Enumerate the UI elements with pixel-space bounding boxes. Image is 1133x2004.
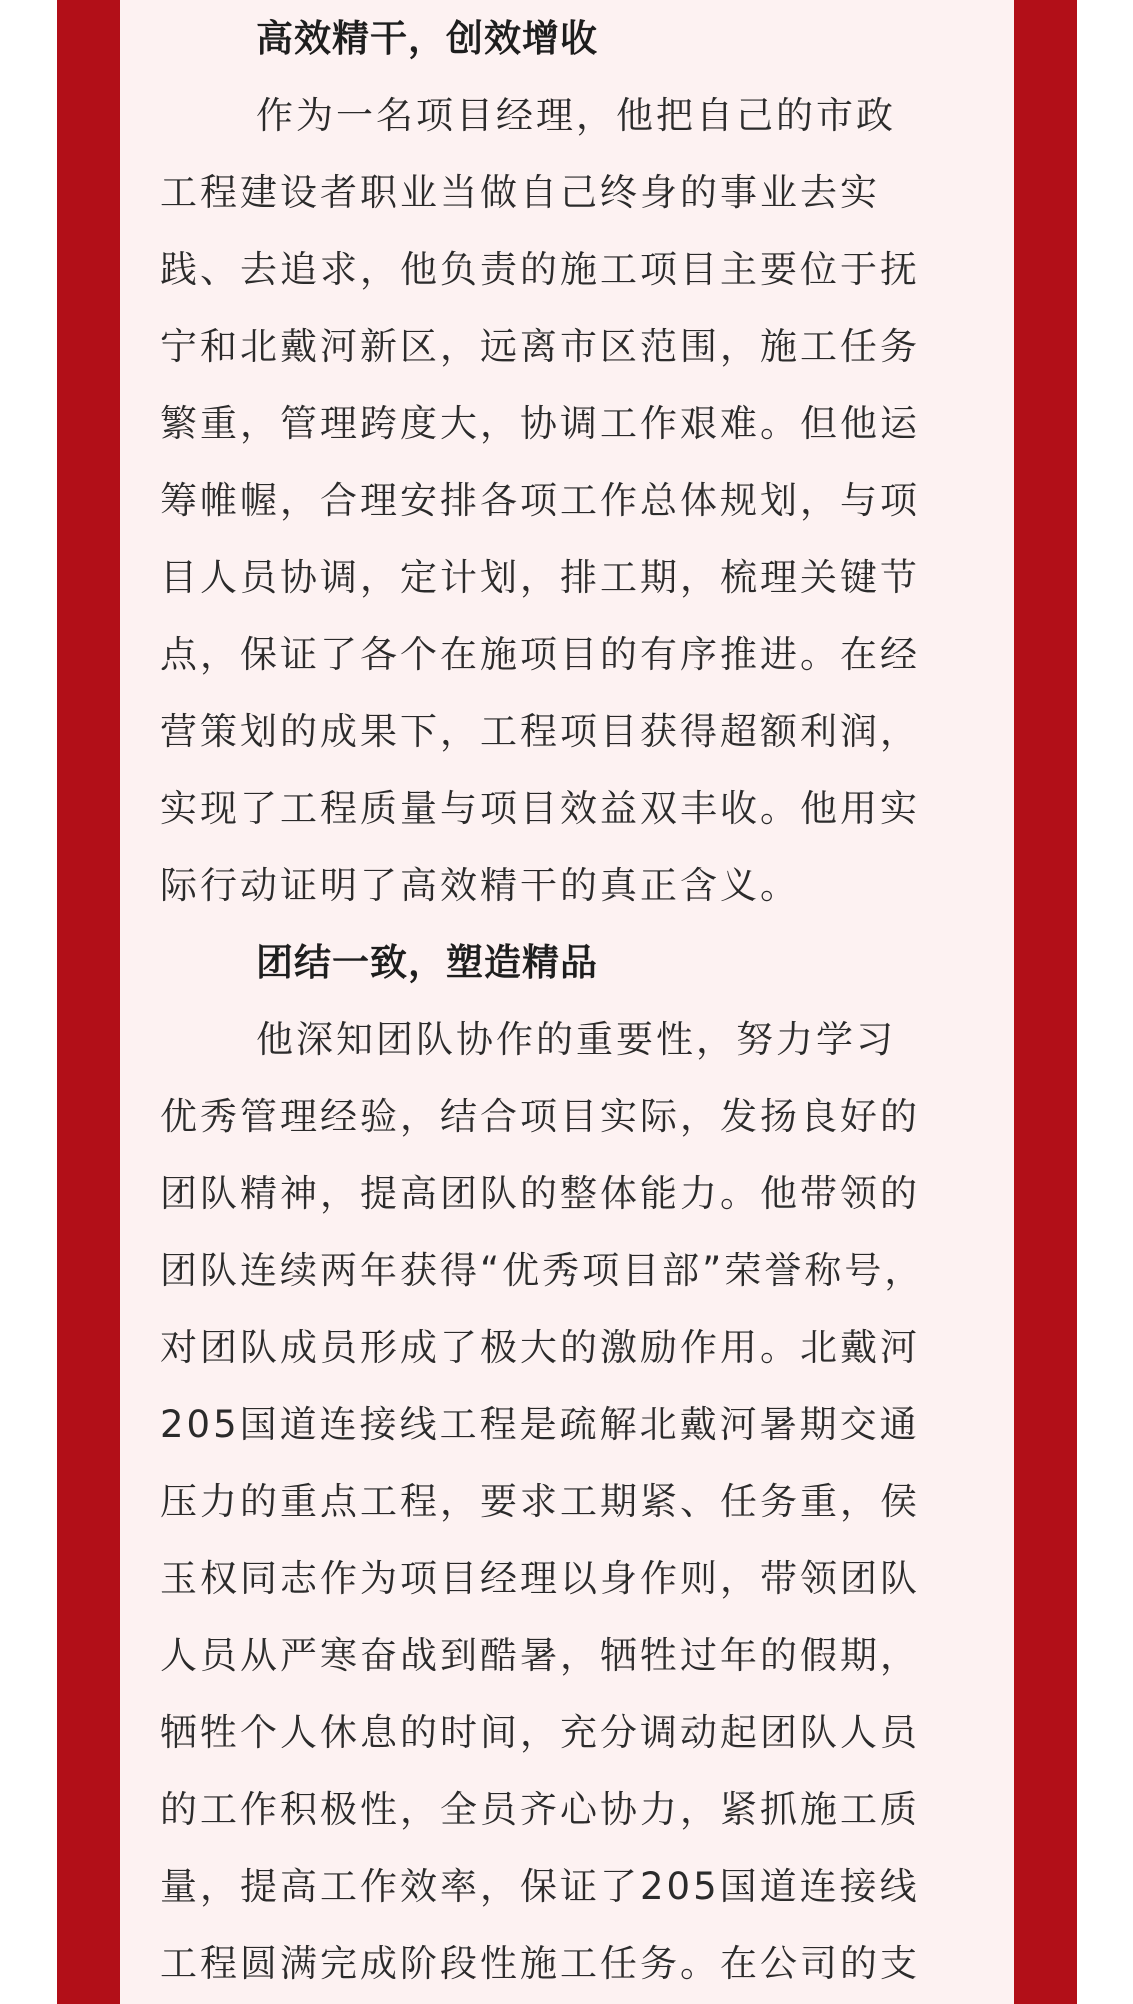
paragraph-line: 宁和北戴河新区，远离市区范围，施工任务 <box>160 325 920 368</box>
paragraph-line: 实现了工程质量与项目效益双丰收。他用实 <box>160 787 920 830</box>
paragraph-line: 人员从严寒奋战到酷暑，牺牲过年的假期， <box>160 1634 920 1677</box>
paragraph-line: 玉权同志作为项目经理以身作则，带领团队 <box>160 1557 920 1600</box>
paragraph-line: 牺牲个人休息的时间，充分调动起团队人员 <box>160 1711 920 1754</box>
paragraph-line: 的工作积极性，全员齐心协力，紧抓施工质 <box>160 1788 920 1831</box>
paragraph-line: 优秀管理经验，结合项目实际，发扬良好的 <box>160 1095 920 1138</box>
paragraph-line: 压力的重点工程，要求工期紧、任务重，侯 <box>160 1480 920 1523</box>
paragraph-line: 践、去追求，他负责的施工项目主要位于抚 <box>160 248 920 291</box>
paragraph-line: 他深知团队协作的重要性，努力学习 <box>256 1018 896 1061</box>
section-heading-teamwork: 团结一致，塑造精品 <box>256 941 598 984</box>
article-content <box>160 0 960 2002</box>
paragraph-line: 对团队成员形成了极大的激励作用。北戴河 <box>160 1326 920 1369</box>
paragraph-line: 团队精神，提高团队的整体能力。他带领的 <box>160 1172 920 1215</box>
paragraph-line: 团队连续两年获得“优秀项目部”荣誉称号， <box>160 1249 925 1292</box>
paragraph-line: 205国道连接线工程是疏解北戴河暑期交通 <box>160 1403 920 1446</box>
paragraph-line: 工程圆满完成阶段性施工任务。在公司的支 <box>160 1942 920 1985</box>
paragraph-line: 际行动证明了高效精干的真正含义。 <box>160 864 800 907</box>
paragraph-line: 点，保证了各个在施项目的有序推进。在经 <box>160 633 920 676</box>
paragraph-line: 工程建设者职业当做自己终身的事业去实 <box>160 171 880 214</box>
section-heading-efficiency: 高效精干，创效增收 <box>256 17 598 60</box>
paragraph-line: 营策划的成果下，工程项目获得超额利润， <box>160 710 920 753</box>
paragraph-line: 作为一名项目经理，他把自己的市政 <box>256 94 896 137</box>
paragraph-line: 繁重，管理跨度大，协调工作艰难。但他运 <box>160 402 920 445</box>
paragraph-line: 量，提高工作效率，保证了205国道连接线 <box>160 1865 920 1908</box>
paragraph-line: 筹帷幄，合理安排各项工作总体规划，与项 <box>160 479 920 522</box>
paragraph-line: 目人员协调，定计划，排工期，梳理关键节 <box>160 556 920 599</box>
